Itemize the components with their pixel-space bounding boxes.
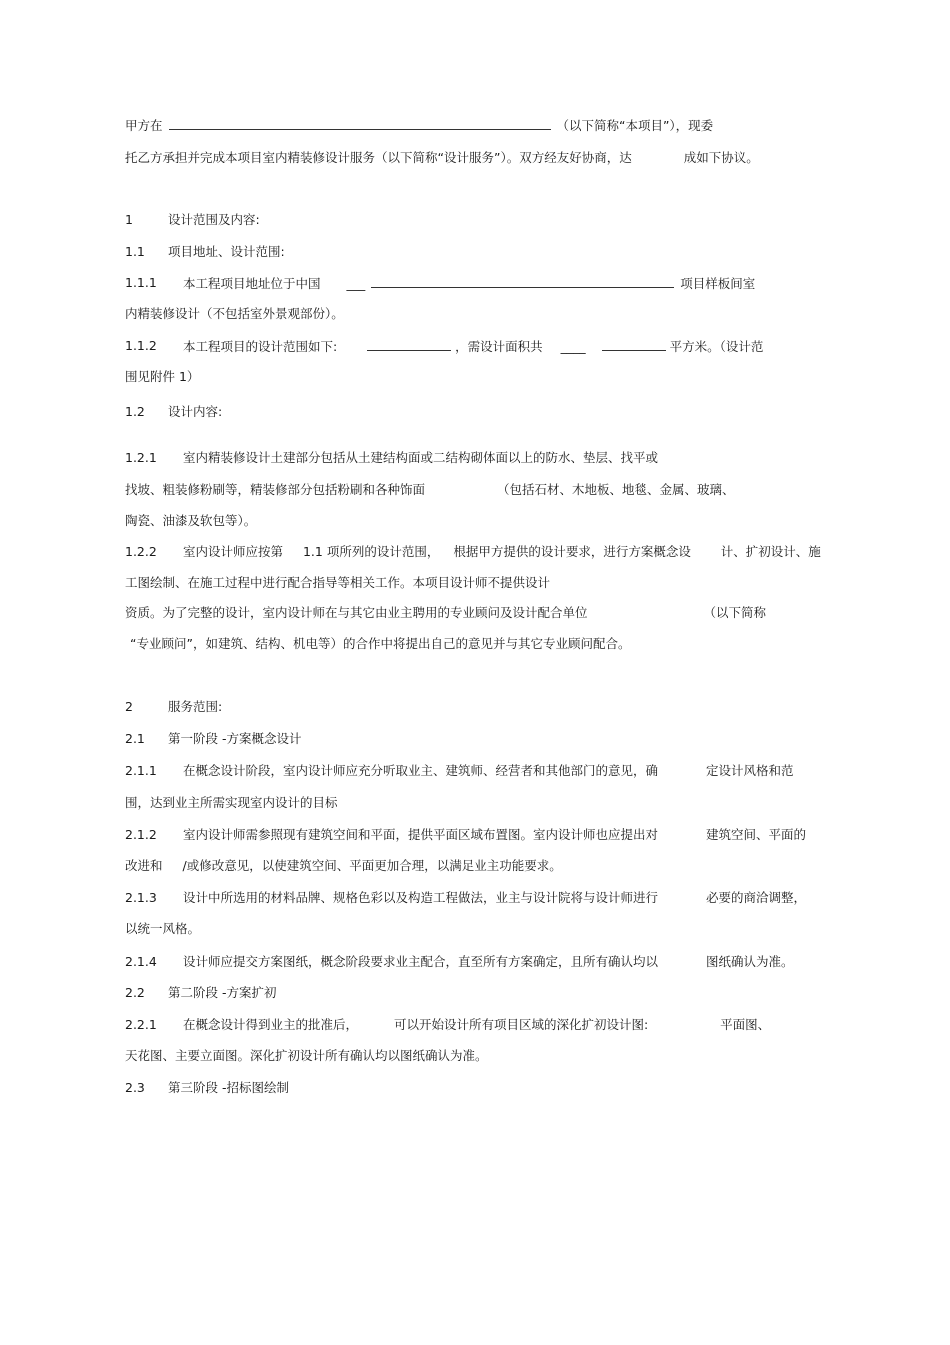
clause-text: 本工程项目地址位于中国 [183, 276, 321, 291]
clause-text: 陶瓷、油漆及软包等）。 [125, 513, 257, 528]
clause-number: 1.2.2 [125, 544, 157, 559]
clause-text: 本工程项目的设计范围如下: [183, 339, 338, 354]
clause-1-2-2-line-3 [125, 605, 766, 621]
clause-1-2-2-line-1 [183, 544, 821, 560]
clause-text: （包括石材、木地板、地毯、金属、玻璃、 [496, 482, 735, 497]
clause-1-1-1-line-1 [183, 275, 755, 292]
clause-2-1-2-line-1 [183, 827, 806, 843]
intro-line-2 [125, 150, 759, 166]
clause-number: 2.1.1 [125, 763, 157, 778]
intro-party-a-text: 甲方在 [125, 118, 163, 133]
section-number: 1 [125, 212, 133, 227]
clause-text: 根据甲方提供的设计要求，进行方案概念设 [453, 544, 691, 559]
clause-text: （以下简称 [703, 605, 766, 620]
clause-text: 定设计风格和范 [705, 763, 794, 778]
clause-number: 2.1.4 [125, 954, 157, 969]
clause-text: 在概念设计得到业主的批准后， [183, 1017, 359, 1032]
section-title: 设计范围及内容: [168, 212, 260, 227]
section-title: 项目地址、设计范围: [168, 244, 285, 259]
clause-text: 围，达到业主所需实现室内设计的目标 [125, 795, 338, 810]
clause-text: 工图绘制、在施工过程中进行配合指导等相关工作。本项目设计师不提供设计 [125, 575, 551, 590]
clause-number: 1.2.1 [125, 450, 157, 465]
clause-text: 内精装修设计（不包括室外景观部份）。 [125, 306, 344, 321]
clause-text: 改进和 [125, 858, 163, 873]
intro-line-1 [125, 117, 713, 134]
clause-text: 设计师应提交方案图纸，概念阶段要求业主配合，直至所有方案确定，且所有确认均以 [183, 954, 659, 969]
clause-text: 图纸确认为准。 [705, 954, 794, 969]
clause-text: 找坡、粗装修粉刷等，精装修部分包括粉刷和各种饰面 [125, 482, 426, 497]
clause-text: 1.1 项所列的设计范围， [302, 544, 440, 559]
clause-text: 平方米。（设计范 [669, 339, 764, 354]
section-number: 1.1 [125, 244, 145, 259]
clause-text: /或修改意见，以使建筑空间、平面更加合理，以满足业主功能要求。 [182, 858, 562, 873]
clause-text: ___ [346, 276, 366, 291]
intro-agreement-text: 成如下协议。 [683, 150, 759, 165]
clause-text: 室内设计师应按第 [183, 544, 284, 559]
clause-number: 2.1.3 [125, 890, 157, 905]
clause-text: 围见附件 1） [125, 369, 200, 384]
section-number: 2 [125, 699, 133, 714]
clause-2-1-3-line-1 [183, 890, 806, 906]
clause-1-2-1-line-2 [125, 482, 735, 498]
section-number: 2.1 [125, 731, 145, 746]
clause-text: 计、扩初设计、施 [720, 544, 821, 559]
clause-text: 设计中所选用的材料品牌、规格色彩以及构造工程做法，业主与设计院将与设计师进行 [183, 890, 659, 905]
clause-text: 室内设计师需参照现有建筑空间和平面，提供平面区域布置图。室内设计师也应提出对 [183, 827, 659, 842]
clause-text: 建筑空间、平面的 [705, 827, 806, 842]
clause-text: ____ [560, 339, 586, 354]
design-area-blank[interactable] [602, 338, 666, 351]
section-title: 第三阶段 -招标图绘制 [168, 1080, 289, 1095]
clause-text: 项目样板间室 [680, 276, 756, 291]
clause-2-2-1-line-1 [183, 1017, 770, 1033]
project-name-blank[interactable] [169, 117, 551, 130]
clause-text: 可以开始设计所有项目区域的深化扩初设计图: [393, 1017, 649, 1032]
intro-commission-text: 托乙方承担并完成本项目室内精装修设计服务（以下简称“设计服务”）。双方经友好协商，达 [125, 150, 632, 165]
clause-text: 室内精装修设计土建部分包括从土建结构面或二结构砌体面以上的防水、垫层、找平或 [183, 450, 659, 465]
clause-text: 在概念设计阶段，室内设计师应充分听取业主、建筑师、经营者和其他部门的意见，确 [183, 763, 659, 778]
section-number: 2.3 [125, 1080, 145, 1095]
clause-number: 2.2.1 [125, 1017, 157, 1032]
clause-1-1-2-line-1 [183, 338, 763, 355]
clause-text: 以统一风格。 [125, 921, 201, 936]
section-title: 第二阶段 -方案扩初 [168, 985, 277, 1000]
section-title: 服务范围: [168, 699, 223, 714]
clause-number: 2.1.2 [125, 827, 157, 842]
intro-project-alias-text: （以下简称“本项目”），现委 [556, 118, 714, 133]
clause-text: 必要的商洽调整， [705, 890, 806, 905]
clause-number: 1.1.2 [125, 338, 157, 353]
design-scope-blank[interactable] [367, 338, 451, 351]
clause-text: 资质。为了完整的设计，室内设计师在与其它由业主聘用的专业顾问及设计配合单位 [125, 605, 588, 620]
clause-number: 1.1.1 [125, 275, 157, 290]
clause-text: 天花图、主要立面图。深化扩初设计所有确认均以图纸确认为准。 [125, 1048, 488, 1063]
clause-text: “专业顾问”，如建筑、结构、机电等）的合作中将提出自己的意见并与其它专业顾问配合。 [130, 636, 631, 651]
clause-2-1-2-line-2 [125, 858, 562, 874]
clause-text: ，需设计面积共 [455, 339, 543, 354]
section-title: 设计内容: [168, 404, 223, 419]
project-address-blank[interactable] [371, 275, 674, 288]
clause-text: 平面图、 [720, 1017, 771, 1032]
section-number: 1.2 [125, 404, 145, 419]
section-title: 第一阶段 -方案概念设计 [168, 731, 302, 746]
clause-2-1-4-line-1 [183, 954, 794, 970]
section-number: 2.2 [125, 985, 145, 1000]
clause-2-1-1-line-1 [183, 763, 794, 779]
